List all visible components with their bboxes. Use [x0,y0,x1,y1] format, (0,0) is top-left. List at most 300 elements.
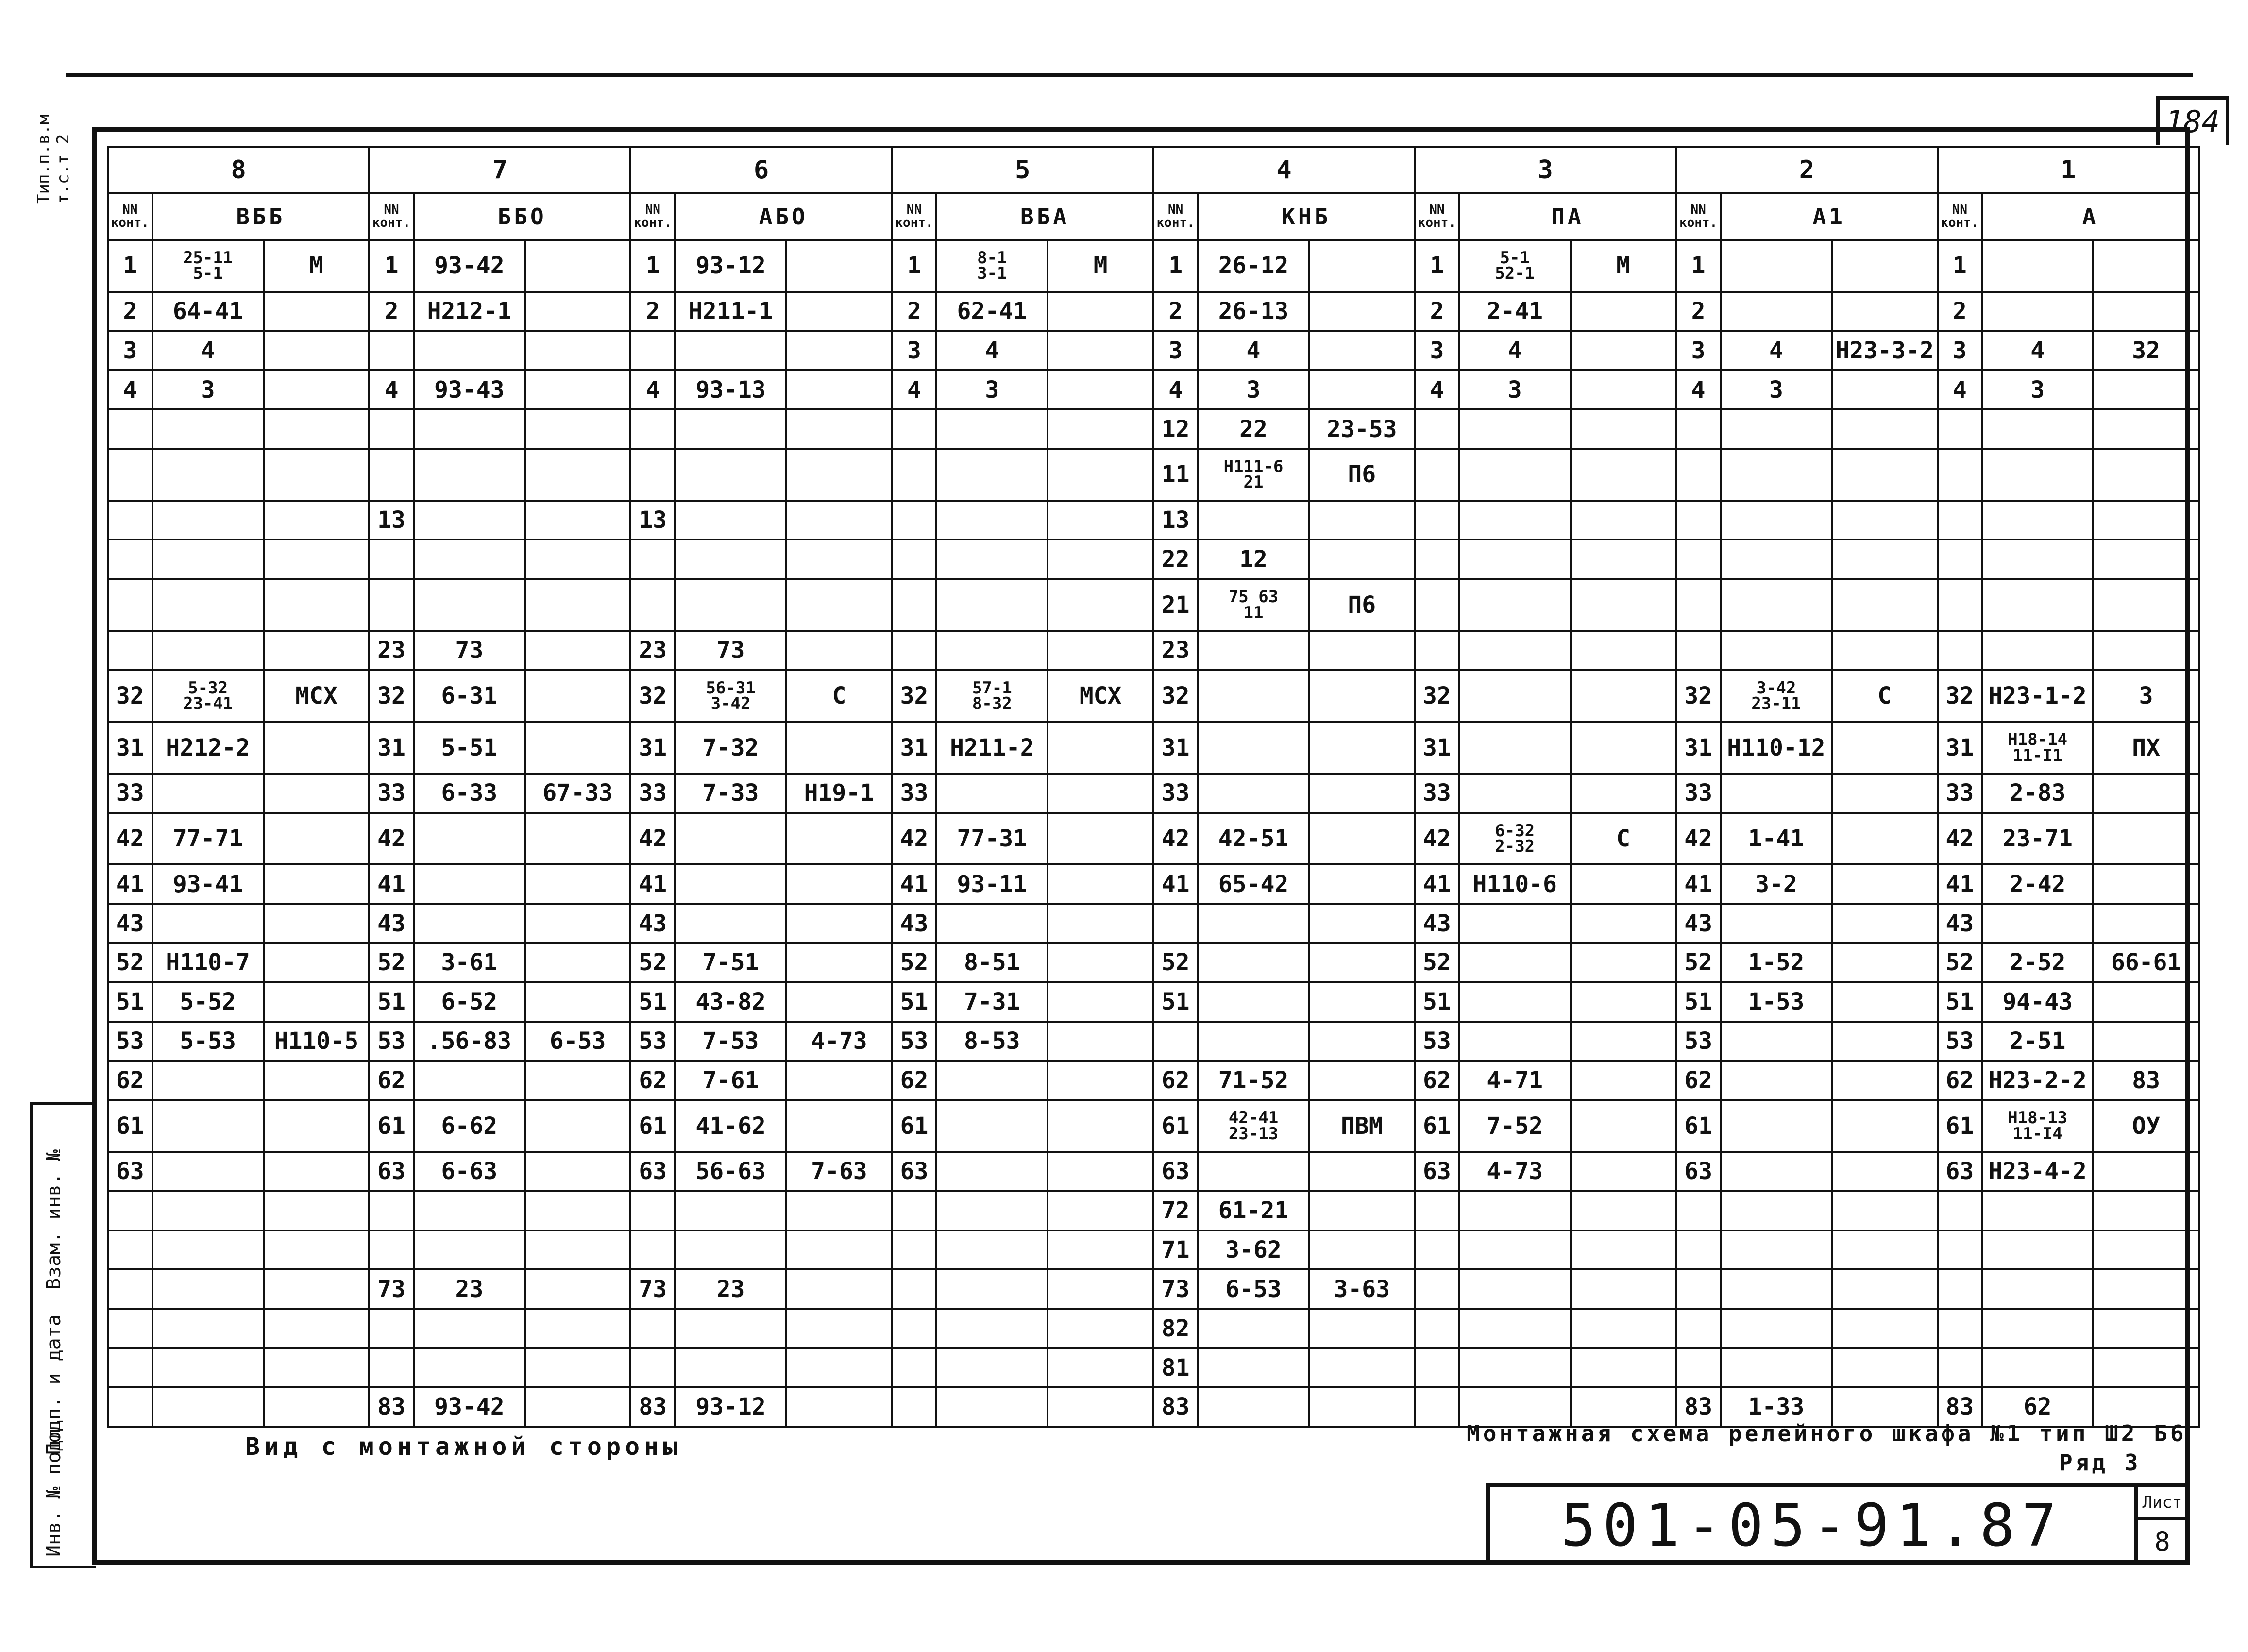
contact-number-cell: 62 [630,1061,675,1100]
contact-number-cell [1415,1309,1459,1348]
wire-note-cell [1309,1022,1415,1061]
wire-address-cell [152,774,264,813]
wire-note-cell [1832,1022,1938,1061]
wire-address-cell [936,1269,1048,1309]
wire-note-cell [525,539,631,579]
wire-address-cell [1721,1231,1832,1270]
wire-address-cell: 71-52 [1198,1061,1309,1100]
wire-note-cell [1571,864,1676,904]
wire-address-cell: Н110-7 [152,943,264,982]
wire-note-cell [786,331,892,370]
wire-address-cell: Н212-2 [152,722,264,774]
wire-note-cell [1571,1348,1676,1387]
wire-note-cell [786,292,892,331]
wire-note-cell: 4-73 [786,1022,892,1061]
contact-number-cell: 61 [1938,1100,1982,1152]
contact-number-cell [630,1191,675,1231]
contact-number-cell: 62 [1938,1061,1982,1100]
contact-number-cell: 4 [892,370,937,409]
contact-number-cell: 61 [892,1100,937,1152]
top-border-line [66,73,2193,77]
wire-note-cell [1048,1061,1153,1100]
contact-number-cell: 61 [369,1100,414,1152]
contact-number-cell [1676,1231,1721,1270]
wire-address-cell: Н23-1-2 [1982,670,2093,722]
contact-number-cell [892,1348,937,1387]
contact-number-cell: 51 [369,982,414,1022]
wire-address-cell [1721,631,1832,670]
wire-address-cell: 61-21 [1198,1191,1309,1231]
wire-address-cell [1198,1387,1309,1427]
wire-address-cell [1982,631,2093,670]
wire-address-cell: .56-83 [414,1022,525,1061]
contact-number-cell: 63 [630,1152,675,1191]
contact-number-cell [108,1387,152,1427]
wire-address-cell: 3 [936,370,1048,409]
wire-note-cell [1571,631,1676,670]
wire-note-cell [1048,1100,1153,1152]
wire-address-cell: 77-31 [936,813,1048,865]
wire-address-cell [936,1387,1048,1427]
wire-note-cell [2093,409,2199,449]
wire-note-cell [525,1309,631,1348]
wire-note-cell [1048,409,1153,449]
wire-note-cell [525,904,631,943]
contact-number-cell [630,1309,675,1348]
wire-address-cell [1982,409,2093,449]
wire-note-cell [786,1231,892,1270]
wire-note-cell [1571,449,1676,501]
wire-note-cell [1048,943,1153,982]
contact-number-cell: 2 [1415,292,1459,331]
contact-number-cell: 62 [1153,1061,1198,1100]
contact-number-cell [108,1191,152,1231]
wire-address-cell [152,1231,264,1270]
wire-address-cell [1198,670,1309,722]
wire-note-cell [786,904,892,943]
contact-number-cell [369,1348,414,1387]
view-caption: Вид с монтажной стороны [245,1433,682,1461]
wire-address-cell: 22 [1198,409,1309,449]
contact-number-cell [369,579,414,631]
wire-note-cell [2093,539,2199,579]
wire-address-cell [414,1061,525,1100]
wire-note-cell [264,1100,370,1152]
wire-note-cell [1309,292,1415,331]
contact-number-cell: 4 [369,370,414,409]
wire-address-cell [1721,539,1832,579]
contact-number-cell [1415,631,1459,670]
wire-address-cell [675,1231,786,1270]
wire-address-cell [1721,292,1832,331]
wire-address-cell [1721,1022,1832,1061]
wire-note-cell [264,331,370,370]
contact-number-cell: 3 [1153,331,1198,370]
corner-note-line: Тип.п.в.м [34,114,53,204]
panel-number: 5 [892,147,1153,193]
wire-note-cell [1571,331,1676,370]
wire-note-cell: ОУ [2093,1100,2199,1152]
contact-number-cell: 63 [1153,1152,1198,1191]
wire-note-cell: 3 [2093,670,2199,722]
contact-number-cell [369,1191,414,1231]
contact-number-cell: 43 [892,904,937,943]
wire-note-cell [264,1269,370,1309]
contact-number-cell [1153,904,1198,943]
wire-address-cell [675,539,786,579]
wire-address-cell: 42-51 [1198,813,1309,865]
wire-address-cell: 64-41 [152,292,264,331]
wire-address-cell: 3-61 [414,943,525,982]
contact-number-cell [1676,579,1721,631]
contact-number-cell: 1 [1153,240,1198,292]
wire-note-cell [1832,539,1938,579]
wire-note-cell [2093,774,2199,813]
wire-note-cell [1832,1152,1938,1191]
contact-number-cell: 13 [369,501,414,540]
wire-address-cell: 23-71 [1982,813,2093,865]
contact-number-cell [892,449,937,501]
contact-number-cell: 32 [630,670,675,722]
wire-address-cell: 62-41 [936,292,1048,331]
wire-note-cell [2093,501,2199,540]
contact-number-cell: 51 [1153,982,1198,1022]
wire-address-cell [1198,943,1309,982]
panel-name: ВБА [936,193,1153,240]
wire-note-cell [1309,1061,1415,1100]
wire-address-cell: 93-42 [414,240,525,292]
wire-address-cell: 6-31 [414,670,525,722]
contact-number-cell: 63 [1676,1152,1721,1191]
wire-note-cell [1048,579,1153,631]
contact-number-cell: 42 [1676,813,1721,865]
contact-number-cell [108,631,152,670]
contact-number-cell: 1 [630,240,675,292]
wire-note-cell [786,1387,892,1427]
wire-address-cell [1721,904,1832,943]
wire-address-cell: 3-2 [1721,864,1832,904]
contact-number-cell [892,1387,937,1427]
wire-note-cell: 66-61 [2093,943,2199,982]
wire-address-cell [1459,670,1571,722]
wire-address-cell [936,1309,1048,1348]
table-row [108,774,2199,813]
contact-number-cell: 1 [369,240,414,292]
contact-number-cell: 4 [630,370,675,409]
wire-address-cell: 25-11 5-1 [152,240,264,292]
wire-address-cell [936,1191,1048,1231]
table-row [108,539,2199,579]
wire-address-cell: 57-1 8-32 [936,670,1048,722]
wire-note-cell [1832,409,1938,449]
wire-address-cell [1198,982,1309,1022]
table-row [108,722,2199,774]
contact-number-cell: 1 [1938,240,1982,292]
contact-number-cell: 42 [369,813,414,865]
wire-address-cell: 6-52 [414,982,525,1022]
wire-address-cell [1459,1191,1571,1231]
wire-note-cell: Н19-1 [786,774,892,813]
wire-address-cell [1459,501,1571,540]
wire-note-cell [264,501,370,540]
wire-note-cell: С [786,670,892,722]
contact-number-cell: 22 [1153,539,1198,579]
contact-number-cell [1415,1231,1459,1270]
contact-number-cell: 4 [1676,370,1721,409]
wire-address-cell [1721,1061,1832,1100]
wire-note-cell [1048,982,1153,1022]
wire-address-cell: 3 [1459,370,1571,409]
wire-address-cell [152,1269,264,1309]
wire-note-cell [264,1309,370,1348]
contact-number-cell: 41 [1938,864,1982,904]
wire-address-cell: 3-62 [1198,1231,1309,1270]
contact-number-cell: 43 [369,904,414,943]
wire-note-cell [525,1152,631,1191]
wire-address-cell: 3 [1982,370,2093,409]
wire-note-cell [1309,774,1415,813]
wire-note-cell [1309,670,1415,722]
wire-note-cell [2093,1309,2199,1348]
wire-address-cell [1198,774,1309,813]
wire-address-cell [1982,539,2093,579]
contact-number-cell: 2 [1676,292,1721,331]
wire-address-cell [152,1309,264,1348]
wire-address-cell: 62 [1982,1387,2093,1427]
contact-number-cell: 1 [108,240,152,292]
wire-address-cell [675,1191,786,1231]
contact-number-cell [892,1269,937,1309]
contact-number-cell: 32 [1415,670,1459,722]
contact-number-cell [1938,1348,1982,1387]
wire-note-cell [786,370,892,409]
wire-address-cell: Н211-1 [675,292,786,331]
wire-note-cell [525,943,631,982]
wire-address-cell: 43-82 [675,982,786,1022]
wire-address-cell [1982,1269,2093,1309]
contact-number-cell [1938,449,1982,501]
table-row [108,904,2199,943]
wire-address-cell: Н23-4-2 [1982,1152,2093,1191]
contact-number-cell: 53 [369,1022,414,1061]
contact-number-cell [1676,539,1721,579]
panel-number: 2 [1676,147,1937,193]
wire-address-cell [414,1231,525,1270]
contact-number-cell [108,579,152,631]
wire-address-cell [1198,904,1309,943]
wire-note-cell [525,670,631,722]
contact-number-cell: 63 [108,1152,152,1191]
contact-number-cell: 1 [892,240,937,292]
wire-address-cell: 73 [414,631,525,670]
wire-note-cell [264,1231,370,1270]
wire-note-cell [525,1269,631,1309]
wire-note-cell [1309,240,1415,292]
wire-note-cell [786,943,892,982]
wire-note-cell [1309,1231,1415,1270]
contact-number-cell [1676,449,1721,501]
contact-number-cell [1938,1191,1982,1231]
wire-address-cell [1721,579,1832,631]
wire-note-cell [786,539,892,579]
wire-note-cell [786,631,892,670]
wire-note-cell [1048,1348,1153,1387]
wire-address-cell [1459,409,1571,449]
wire-note-cell [264,539,370,579]
wire-note-cell [786,982,892,1022]
wire-note-cell [1571,539,1676,579]
wire-address-cell [1721,1309,1832,1348]
contact-number-cell [892,501,937,540]
wire-note-cell [786,409,892,449]
wire-address-cell [152,1061,264,1100]
wire-note-cell [1571,292,1676,331]
scheme-caption: Монтажная схема релейного шкафа №1 тип Ш2 Б6 [1467,1420,2187,1447]
contact-number-cell [892,1309,937,1348]
contact-number-cell [1415,1387,1459,1427]
strip-label-sign: Подп. и дата [43,1315,65,1455]
contact-number-cell: 23 [630,631,675,670]
wire-note-cell [1571,1191,1676,1231]
wire-address-cell [1459,1231,1571,1270]
wire-note-cell [1048,1309,1153,1348]
wire-note-cell [264,409,370,449]
wire-address-cell: Н211-2 [936,722,1048,774]
wire-note-cell [1832,943,1938,982]
contact-number-cell: 52 [1938,943,1982,982]
wire-address-cell: 41-62 [675,1100,786,1152]
wire-address-cell [414,904,525,943]
wiring-table [107,146,2200,1428]
contact-number-cell [630,409,675,449]
wire-address-cell [1459,631,1571,670]
wire-note-cell [264,370,370,409]
wire-note-cell [264,1061,370,1100]
wire-address-cell: 5-32 23-41 [152,670,264,722]
contact-number-cell [1153,1022,1198,1061]
wire-address-cell: 93-43 [414,370,525,409]
contact-number-cell [1938,501,1982,540]
wire-address-cell: 77-71 [152,813,264,865]
sheet-label: Лист [2138,1487,2186,1520]
wire-address-cell: 2-83 [1982,774,2093,813]
contact-number-cell: 31 [892,722,937,774]
contact-number-cell: 1 [1415,240,1459,292]
wire-address-cell [936,631,1048,670]
wire-address-cell [414,539,525,579]
contact-number-cell: 31 [369,722,414,774]
contact-number-cell: 33 [1938,774,1982,813]
wire-address-cell [936,1061,1048,1100]
contact-number-cell: 2 [1938,292,1982,331]
contact-number-cell: 53 [630,1022,675,1061]
wire-note-cell [1048,1191,1153,1231]
contact-number-cell: 31 [1938,722,1982,774]
wire-note-cell [264,722,370,774]
contact-number-cell [369,1231,414,1270]
wire-address-cell: 4-71 [1459,1061,1571,1100]
contact-number-cell: 52 [1415,943,1459,982]
panel-name: КНБ [1198,193,1415,240]
table-row [108,240,2199,292]
wire-note-cell [1048,1387,1153,1427]
wire-note-cell [525,370,631,409]
wire-address-cell: 6-63 [414,1152,525,1191]
contact-number-cell [1676,409,1721,449]
wire-address-cell [936,449,1048,501]
wire-note-cell [1571,943,1676,982]
contact-number-cell: 51 [1938,982,1982,1022]
contact-number-cell [369,449,414,501]
contact-number-cell: 41 [630,864,675,904]
wire-note-cell [2093,449,2199,501]
contact-number-cell: 3 [1415,331,1459,370]
contact-number-cell: 1 [1676,240,1721,292]
wire-address-cell [1198,722,1309,774]
contact-number-cell: 81 [1153,1348,1198,1387]
contact-number-cell: 61 [108,1100,152,1152]
contact-number-cell: 42 [630,813,675,865]
wire-address-cell: 5-52 [152,982,264,1022]
wire-note-cell [264,982,370,1022]
wire-address-cell [152,1348,264,1387]
wire-address-cell [152,409,264,449]
contact-number-cell: 52 [892,943,937,982]
wire-address-cell: 1-41 [1721,813,1832,865]
wire-address-cell: 7-32 [675,722,786,774]
contact-number-cell [1938,409,1982,449]
wire-note-cell [786,1348,892,1387]
wire-note-cell [1832,370,1938,409]
wire-address-cell: 93-11 [936,864,1048,904]
contact-number-cell [369,331,414,370]
wire-note-cell: 23-53 [1309,409,1415,449]
wire-address-cell [936,1152,1048,1191]
contact-number-cell: 3 [108,331,152,370]
table-row [108,1269,2199,1309]
wire-note-cell [1571,501,1676,540]
contact-number-cell [892,1191,937,1231]
wire-note-cell [1309,943,1415,982]
wire-note-cell [786,449,892,501]
wire-address-cell [675,409,786,449]
wire-note-cell [525,501,631,540]
wire-note-cell [525,331,631,370]
contact-number-cell: 32 [1938,670,1982,722]
wire-address-cell [1721,1348,1832,1387]
wire-address-cell [1198,1309,1309,1348]
wire-note-cell [264,1387,370,1427]
panel-number: 4 [1153,147,1415,193]
wire-note-cell [1309,1348,1415,1387]
wire-note-cell [1309,539,1415,579]
wire-note-cell [1832,292,1938,331]
wire-note-cell [1048,631,1153,670]
contact-number-cell [108,1269,152,1309]
wire-note-cell [264,1348,370,1387]
wire-address-cell [1198,631,1309,670]
wire-note-cell [1309,982,1415,1022]
wire-address-cell [1982,449,2093,501]
contact-number-cell: 62 [1676,1061,1721,1100]
wire-note-cell: П6 [1309,579,1415,631]
wire-note-cell [1832,813,1938,865]
wire-note-cell: МСХ [264,670,370,722]
wire-address-cell [414,331,525,370]
wire-note-cell [1832,1100,1938,1152]
wire-address-cell: 12 [1198,539,1309,579]
contact-number-cell: 83 [1153,1387,1198,1427]
